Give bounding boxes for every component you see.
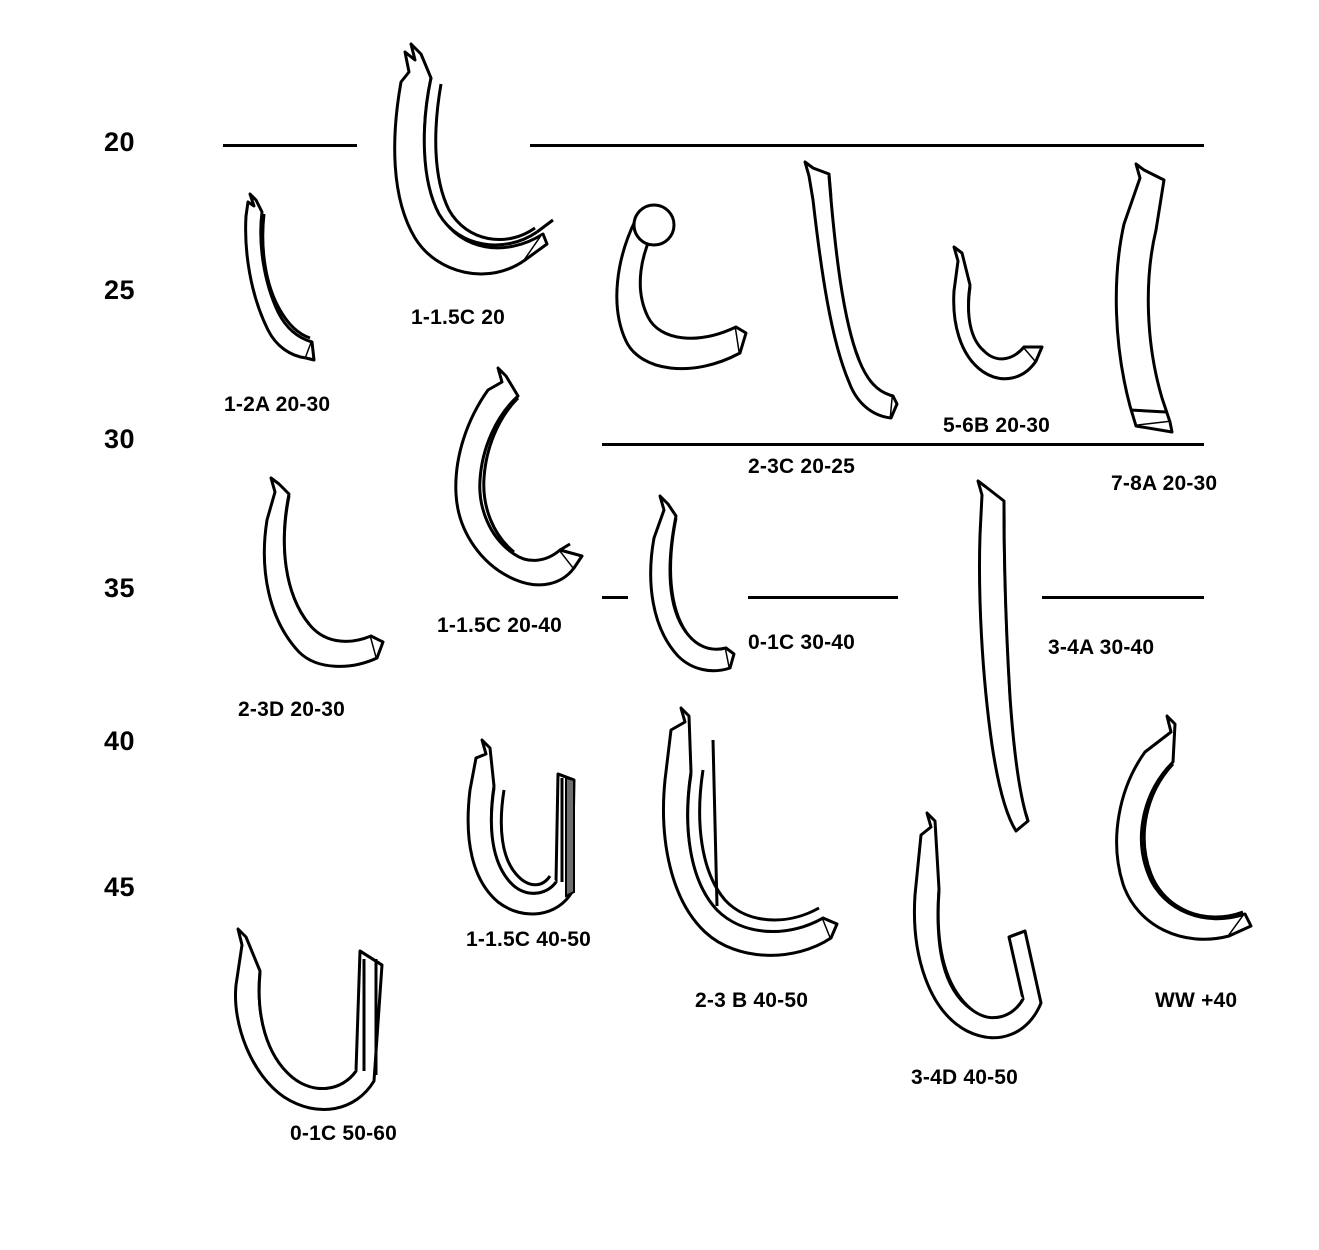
specimen-label-3-4D-40-50: 3-4D 40-50 — [911, 1066, 1019, 1089]
specimen-label-2-3C-20-25: 2-3C 20-25 — [748, 455, 856, 478]
axis-label-25: 25 — [104, 275, 136, 305]
specimen-drawing-2-3C-20-25 — [600, 195, 770, 385]
specimen-label-0-1C-30-40: 0-1C 30-40 — [748, 631, 856, 654]
specimen-label-0-1C-50-60: 0-1C 50-60 — [290, 1122, 398, 1145]
specimen-label-WW-40: WW +40 — [1155, 989, 1238, 1012]
specimen-label-1-1.5C-40-50: 1-1.5C 40-50 — [466, 928, 591, 951]
specimen-drawing-1-1.5C-40-50 — [462, 730, 592, 920]
axis-label-45: 45 — [104, 872, 136, 902]
specimen-label-3-4A-30-40: 3-4A 30-40 — [1048, 636, 1155, 659]
specimen-drawing-WW-40 — [1105, 710, 1265, 960]
specimen-drawing-2-3D-20-30 — [255, 470, 405, 680]
depth-rule-35-right — [1042, 596, 1204, 599]
specimen-label-1-1.5C-20: 1-1.5C 20 — [411, 306, 506, 329]
specimen-label-1-2A-20-30: 1-2A 20-30 — [224, 393, 331, 416]
specimen-label-2-3B-40-50: 2-3 B 40-50 — [695, 989, 809, 1012]
specimen-label-2-3D-20-30: 2-3D 20-30 — [238, 698, 346, 721]
specimen-drawing-7-8A-20-30 — [1100, 160, 1220, 450]
specimen-drawing-0-1C-50-60 — [222, 915, 412, 1115]
axis-label-35: 35 — [104, 573, 136, 603]
specimen-drawing-3-4A-30-40 — [962, 475, 1052, 845]
specimen-drawing-1-1.5C-20-40 — [440, 360, 595, 600]
depth-rule-35-short — [602, 596, 628, 599]
specimen-drawing-1-1.5C-20 — [385, 38, 560, 293]
specimen-drawing-3-4D-40-50 — [905, 805, 1055, 1050]
specimen-label-5-6B-20-30: 5-6B 20-30 — [943, 414, 1051, 437]
specimen-drawing-tall-hook-center — [795, 160, 905, 440]
depth-rule-35-mid — [748, 596, 898, 599]
specimen-label-7-8A-20-30: 7-8A 20-30 — [1111, 472, 1218, 495]
depth-rule-top-right — [530, 144, 1204, 147]
axis-label-40: 40 — [104, 726, 136, 756]
axis-label-20: 20 — [104, 127, 136, 157]
specimen-label-1-1.5C-20-40: 1-1.5C 20-40 — [437, 614, 562, 637]
specimen-drawing-0-1C-30-40 — [638, 490, 758, 680]
specimen-drawing-2-3B-40-50 — [655, 700, 845, 970]
depth-rule-top-left — [223, 144, 357, 147]
specimen-drawing-1-2A-20-30 — [228, 190, 338, 370]
specimen-drawing-5-6B-20-30 — [940, 245, 1050, 395]
axis-label-30: 30 — [104, 424, 136, 454]
